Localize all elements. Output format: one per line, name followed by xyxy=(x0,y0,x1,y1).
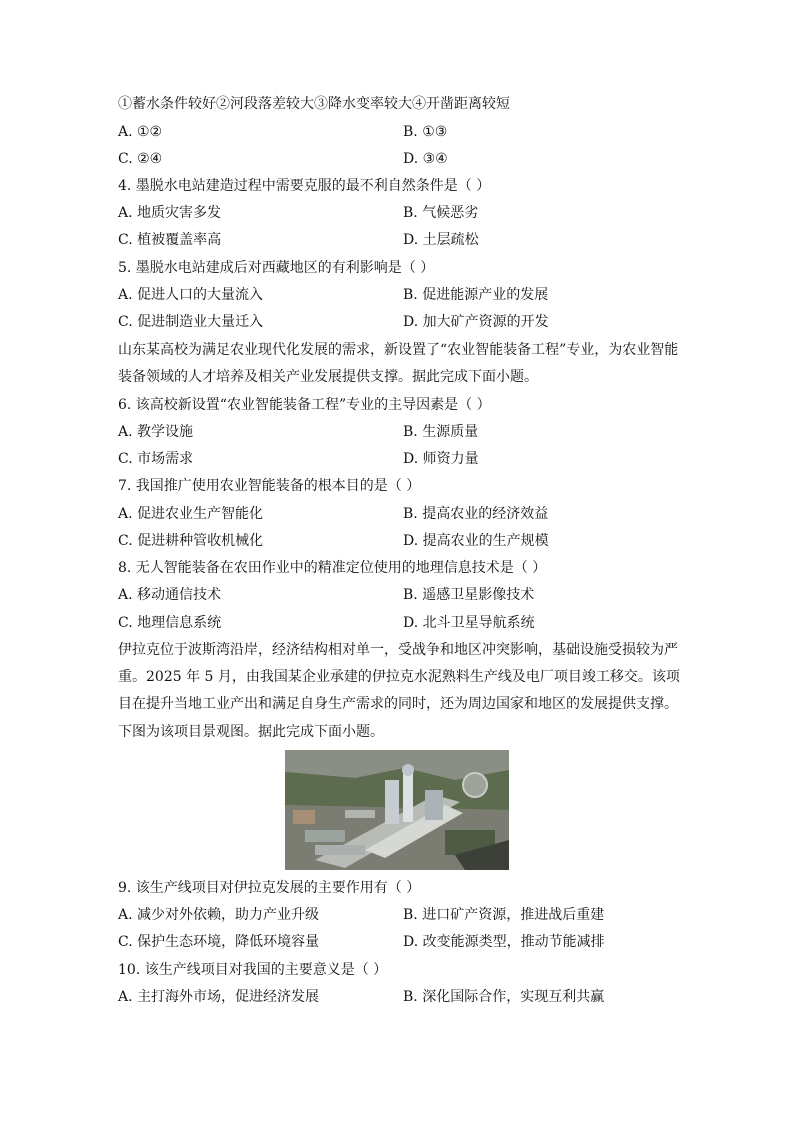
q9-option-a: A. 减少对外依赖，助力产业升级 xyxy=(118,907,320,923)
q10-stem: 10. 该生产线项目对我国的主要意义是（ ） xyxy=(118,962,388,978)
q3-option-b: B. ①③ xyxy=(403,124,448,140)
q4-option-c: C. 植被覆盖率高 xyxy=(118,232,222,248)
q6-option-c: C. 市场需求 xyxy=(118,451,194,467)
q9-stem: 9. 该生产线项目对伊拉克发展的主要作用有（ ） xyxy=(118,880,421,896)
q6-option-a: A. 教学设施 xyxy=(118,424,194,440)
q8-option-a: A. 移动通信技术 xyxy=(118,587,222,603)
passage2-line-1: 伊拉克位于波斯湾沿岸，经济结构相对单一，受战争和地区冲突影响，基础设施受损较为严 xyxy=(118,642,678,658)
q4-stem: 4. 墨脱水电站建造过程中需要克服的最不利自然条件是（ ） xyxy=(118,178,491,194)
q3-option-a: A. ①② xyxy=(118,124,163,140)
passage1-line-1: 山东某高校为满足农业现代化发展的需求，新设置了“农业智能装备工程”专业，为农业智能 xyxy=(118,342,679,358)
q5-option-b: B. 促进能源产业的发展 xyxy=(403,287,549,303)
q6-option-b: B. 生源质量 xyxy=(403,424,479,440)
passage2-line-3: 目在提升当地工业产出和满足自身生产需求的同时，还为周边国家和地区的发展提供支撑。 xyxy=(118,696,678,712)
q4-option-d: D. 土层疏松 xyxy=(403,232,479,248)
q10-option-a: A. 主打海外市场，促进经济发展 xyxy=(118,989,320,1005)
q10-option-b: B. 深化国际合作，实现互利共赢 xyxy=(403,989,605,1005)
q8-stem: 8. 无人智能装备在农田作业中的精准定位使用的地理信息技术是（ ） xyxy=(118,560,547,576)
q9-option-d: D. 改变能源类型，推动节能减排 xyxy=(403,934,605,950)
project-landscape-photo xyxy=(285,750,509,870)
q7-option-c: C. 促进耕种管收机械化 xyxy=(118,533,264,549)
q3-statement-list: ①蓄水条件较好②河段落差较大③降水变率较大④开凿距离较短 xyxy=(118,96,510,112)
q3-option-c: C. ②④ xyxy=(118,151,163,167)
passage2-line-4: 下图为该项目景观图。据此完成下面小题。 xyxy=(118,724,384,740)
q7-stem: 7. 我国推广使用农业智能装备的根本目的是（ ） xyxy=(118,478,421,494)
q5-stem: 5. 墨脱水电站建成后对西藏地区的有利影响是（ ） xyxy=(118,260,435,276)
q7-option-b: B. 提高农业的经济效益 xyxy=(403,506,549,522)
q3-option-d: D. ③④ xyxy=(403,151,448,167)
q8-option-d: D. 北斗卫星导航系统 xyxy=(403,615,535,631)
q9-option-b: B. 进口矿产资源，推进战后重建 xyxy=(403,907,605,923)
q5-option-c: C. 促进制造业大量迁入 xyxy=(118,314,264,330)
passage1-line-2: 装备领域的人才培养及相关产业发展提供支撑。据此完成下面小题。 xyxy=(118,369,538,385)
q6-stem: 6. 该高校新设置“农业智能装备工程”专业的主导因素是（ ） xyxy=(118,397,491,413)
q5-option-a: A. 促进人口的大量流入 xyxy=(118,287,264,303)
q8-option-c: C. 地理信息系统 xyxy=(118,615,222,631)
passage2-line-2: 重。2025 年 5 月，由我国某企业承建的伊拉克水泥熟料生产线及电厂项目竣工移交。该项 xyxy=(118,669,680,685)
q5-option-d: D. 加大矿产资源的开发 xyxy=(403,314,549,330)
q4-option-b: B. 气候恶劣 xyxy=(403,205,479,221)
q4-option-a: A. 地质灾害多发 xyxy=(118,205,222,221)
q7-option-a: A. 促进农业生产智能化 xyxy=(118,506,264,522)
q9-option-c: C. 保护生态环境，降低环境容量 xyxy=(118,934,320,950)
q8-option-b: B. 遥感卫星影像技术 xyxy=(403,587,535,603)
q6-option-d: D. 师资力量 xyxy=(403,451,479,467)
q7-option-d: D. 提高农业的生产规模 xyxy=(403,533,549,549)
